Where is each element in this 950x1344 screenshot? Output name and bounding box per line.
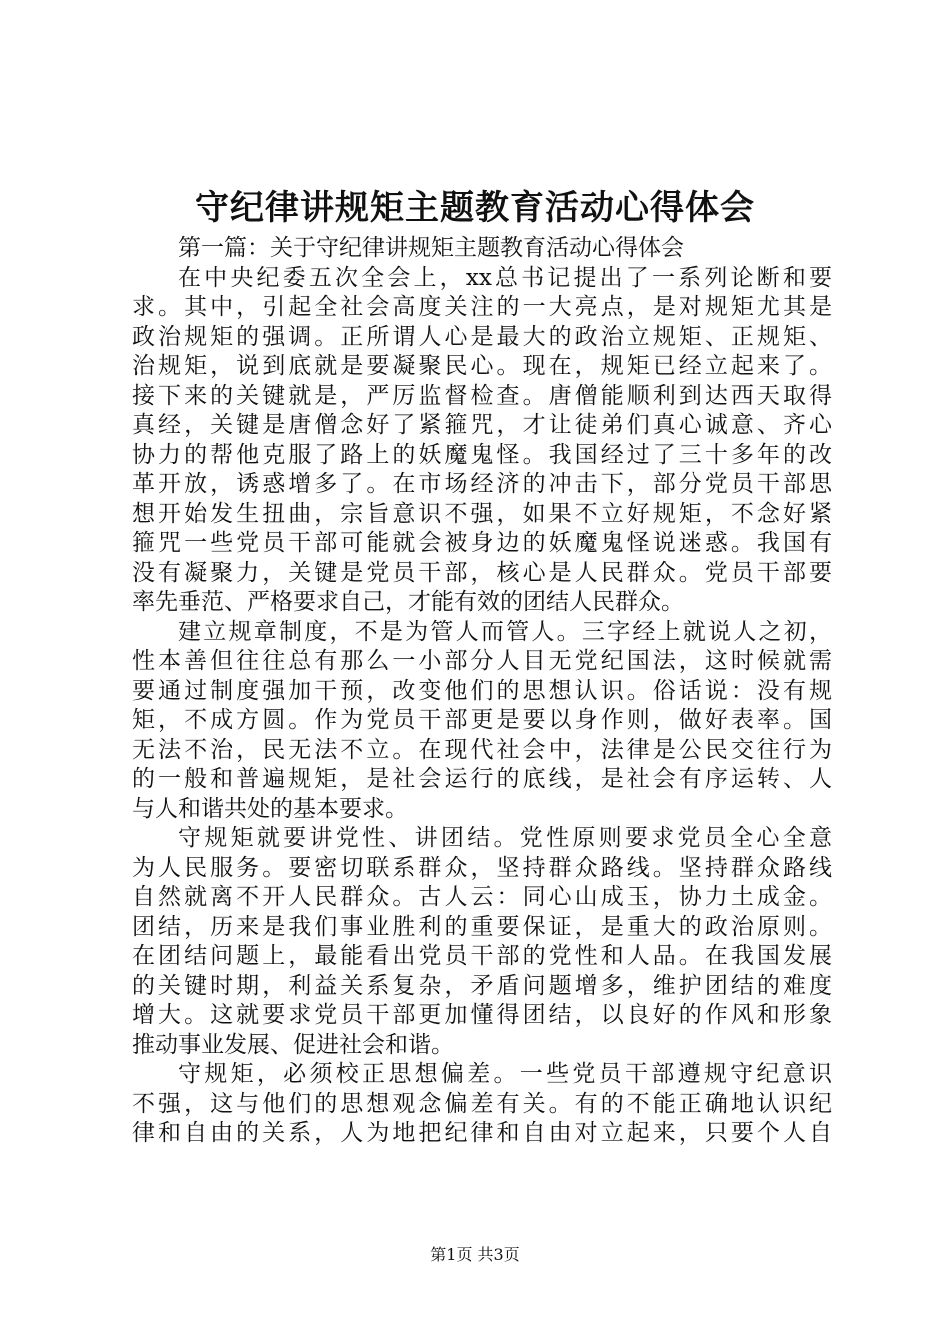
body-text-line: 治规矩，说到底就是要凝聚民心。现在，规矩已经立起来了。 [132,353,832,379]
body-text-line: 增大。这就要求党员干部更加懂得团结，以良好的作风和形象 [132,1002,832,1028]
body-text-line: 政治规矩的强调。正所谓人心是最大的政治立规矩、正规矩、 [132,323,832,350]
body-text-line: 协力的帮他克服了路上的妖魔鬼怪。我国经过了三十多年的改 [132,441,832,468]
body-text-line: 与人和谐共处的基本要求。 [132,795,408,822]
body-text-line: 第一篇：关于守纪律讲规矩主题教育活动心得体会 [178,235,684,261]
body-text-line: 矩，不成方圆。作为党员干部更是要以身作则，做好表率。国 [132,707,832,733]
body-text-line: 没有凝聚力，关键是党员干部，核心是人民群众。党员干部要 [132,559,832,586]
body-text-line: 革开放，诱惑增多了。在市场经济的冲击下，部分党员干部思 [132,471,832,497]
body-text-line: 要通过制度强加干预，改变他们的思想认识。俗话说：没有规 [132,677,832,704]
body-text-line: 真经，关键是唐僧念好了紧箍咒，才让徒弟们真心诚意、齐心 [132,412,832,438]
page-footer: 第1页 共3页 [430,1245,520,1264]
body-text-line: 为人民服务。要密切联系群众，坚持群众路线。坚持群众路线 [132,854,832,881]
body-text-line: 率先垂范、严格要求自己，才能有效的团结人民群众。 [132,589,684,615]
body-text-line: 想开始发生扭曲，宗旨意识不强，如果不立好规矩，不念好紧 [132,500,832,527]
body-text-line: 建立规章制度，不是为管人而管人。三字经上就说人之初， [178,618,832,645]
body-text-line: 的一般和普遍规矩，是社会运行的底线，是社会有序运转、人 [132,766,832,792]
body-text-line: 守规矩，必须校正思想偏差。一些党员干部遵规守纪意识 [178,1061,832,1087]
body-text-line: 守规矩就要讲党性、讲团结。党性原则要求党员全心全意 [178,825,832,851]
body-text-line: 推动事业发展、促进社会和谐。 [132,1031,454,1058]
body-text-line: 性本善但往往总有那么一小部分人目无党纪国法，这时候就需 [132,648,832,674]
body-text-line: 求。其中，引起全社会高度关注的一大亮点，是对规矩尤其是 [132,294,832,320]
body-text-line: 的关键时期，利益关系复杂，矛盾问题增多，维护团结的难度 [132,972,832,999]
body-text-line: 不强，这与他们的思想观念偏差有关。有的不能正确地认识纪 [132,1090,832,1117]
body-text-line: 在团结问题上，最能看出党员干部的党性和人品。在我国发展 [132,943,832,969]
body-text-line: 自然就离不开人民群众。古人云：同心山成玉，协力土成金。 [132,884,832,910]
document-title: 守纪律讲规矩主题教育活动心得体会 [195,188,755,228]
body-text-line: 团结，历来是我们事业胜利的重要保证，是重大的政治原则。 [132,913,832,940]
body-text-line: 在中央纪委五次全会上，xx总书记提出了一系列论断和要 [178,264,832,291]
body-text-line: 接下来的关键就是，严厉监督检查。唐僧能顺利到达西天取得 [132,382,832,409]
body-text-line: 律和自由的关系，人为地把纪律和自由对立起来，只要个人自 [132,1120,832,1146]
body-text-line: 无法不治，民无法不立。在现代社会中，法律是公民交往行为 [132,736,832,763]
body-text-line: 箍咒一些党员干部可能就会被身边的妖魔鬼怪说迷惑。我国有 [132,530,832,556]
document-body [132,234,832,1149]
